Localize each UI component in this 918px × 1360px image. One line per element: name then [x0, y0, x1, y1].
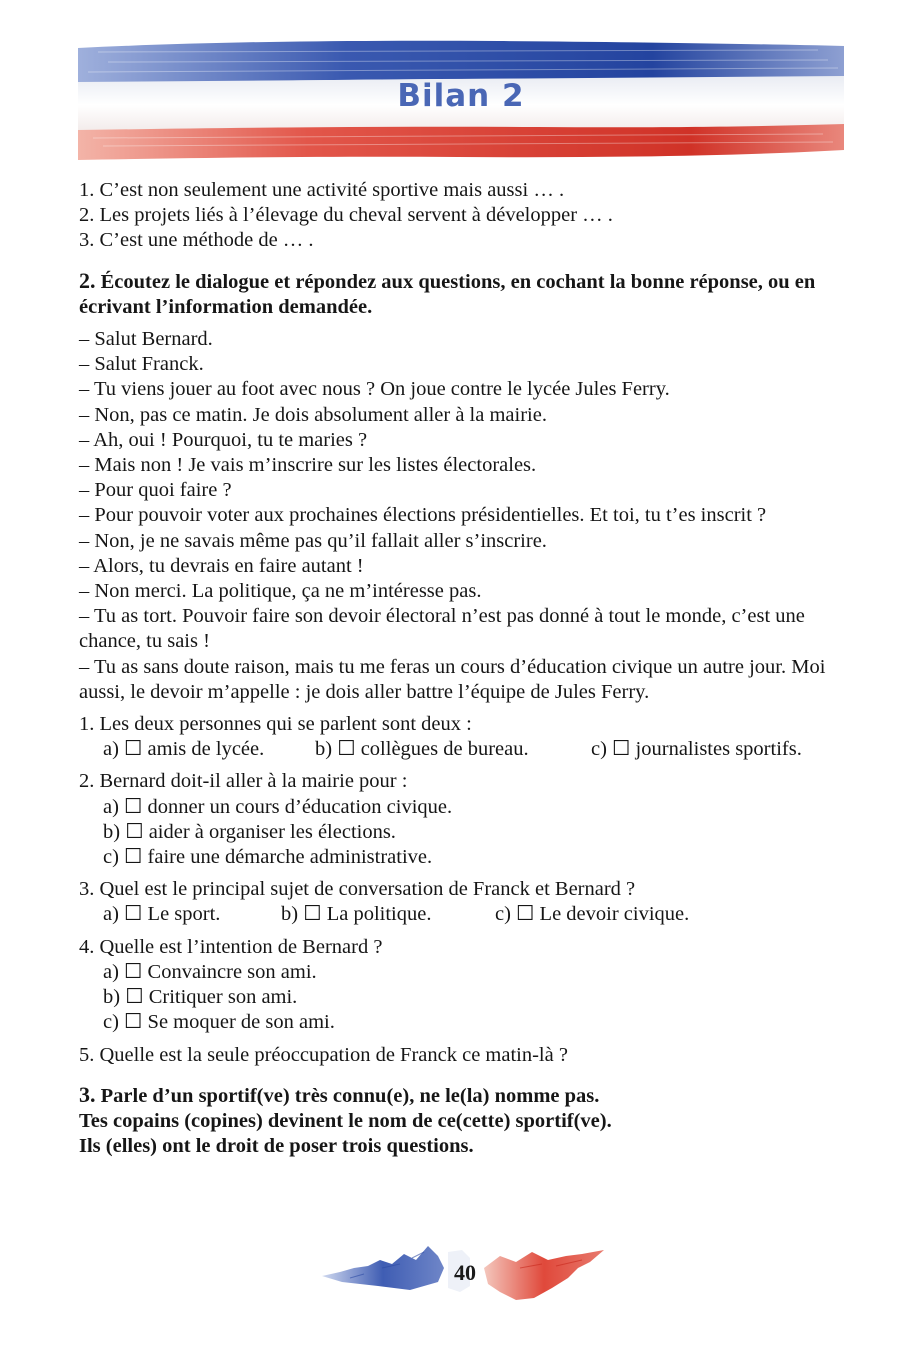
option-b[interactable]: b) ☐ Critiquer son ami. — [103, 986, 298, 1009]
question-text: 3. Quel est le principal sujet de conversation de Franck et Bernard ? — [79, 878, 636, 901]
exercise-3-text: Parle d’un sportif(ve) très connu(e), ne le(la) nomme pas. — [100, 1084, 600, 1107]
question-text: 5. Quelle est la seule préoccupation de Franck ce matin-là ? — [79, 1043, 568, 1066]
dialogue-line: – Tu viens jouer au foot avec nous ? On joue contre le lycée Jules Ferry. — [79, 378, 670, 401]
exercise-2-instruction — [79, 268, 845, 320]
dialogue-line: – Tu as tort. Pouvoir faire son devoir électoral n’est pas donné à tout le monde, c’est une chance, tu sais ! — [79, 605, 805, 653]
exercise-3 — [79, 1082, 845, 1160]
bilan-header-banner — [78, 38, 844, 162]
question-1 — [79, 712, 845, 762]
options-row — [79, 737, 845, 762]
option-c[interactable]: c) ☐ Le devoir civique. — [495, 903, 690, 926]
list-item: 3. C’est une méthode de … . — [79, 229, 314, 252]
question-3 — [79, 877, 845, 927]
exercise-3-line — [79, 1082, 845, 1109]
option-a[interactable]: a) ☐ Convaincre son ami. — [103, 960, 317, 983]
dialogue-line: – Non merci. La politique, ça ne m’intéresse pas. — [79, 580, 482, 603]
option-a[interactable]: a) ☐ amis de lycée. — [103, 738, 265, 761]
instruction-text: Écoutez le dialogue et répondez aux questions, en cochant la bonne réponse, ou en écrivant l’information demandée. — [79, 270, 816, 318]
dialogue-line: – Mais non ! Je vais m’inscrire sur les listes électorales. — [79, 454, 537, 477]
option-a[interactable]: a) ☐ Le sport. — [103, 903, 221, 926]
question-text: 2. Bernard doit-il aller à la mairie pour : — [79, 770, 408, 793]
option-c[interactable]: c) ☐ journalistes sportifs. — [591, 738, 802, 761]
option-b[interactable]: b) ☐ collègues de bureau. — [315, 738, 529, 761]
dialogue-line: – Non, pas ce matin. Je dois absolument aller à la mairie. — [79, 403, 547, 426]
option-c[interactable]: c) ☐ faire une démarche administrative. — [103, 846, 433, 869]
exercise-3-line: Ils (elles) ont le droit de poser trois questions. — [79, 1135, 474, 1158]
exercise-number: 3. — [79, 1081, 96, 1107]
option-a[interactable]: a) ☐ donner un cours d’éducation civique. — [103, 795, 453, 818]
question-2 — [79, 769, 845, 870]
dialogue-line: – Non, je ne savais même pas qu’il fallait aller s’inscrire. — [79, 529, 547, 552]
dialogue-line: – Pour pouvoir voter aux prochaines élections présidentielles. Et toi, tu t’es inscrit ? — [79, 504, 767, 527]
list-item: 1. C’est non seulement une activité sportive mais aussi … . — [79, 179, 565, 201]
option-b[interactable]: b) ☐ aider à organiser les élections. — [103, 820, 396, 843]
question-text: 1. Les deux personnes qui se parlent sont deux : — [79, 713, 472, 736]
dialogue-line: – Pour quoi faire ? — [79, 479, 232, 502]
question-5 — [79, 1043, 845, 1068]
option-c[interactable]: c) ☐ Se moquer de son ami. — [103, 1011, 335, 1034]
option-b[interactable]: b) ☐ La politique. — [281, 903, 432, 926]
page-title: Bilan 2 — [397, 78, 525, 114]
question-4 — [79, 935, 845, 1036]
question-text: 4. Quelle est l’intention de Bernard ? — [79, 935, 383, 958]
page-footer — [320, 1238, 610, 1312]
exercise-3-line: Tes copains (copines) devinent le nom de ce(cette) sportif(ve). — [79, 1109, 612, 1132]
dialogue-line: – Salut Bernard. — [79, 328, 213, 351]
dialogue — [79, 327, 845, 705]
options-row — [79, 902, 845, 927]
dialogue-line: – Alors, tu devrais en faire autant ! — [79, 554, 364, 577]
page-number: 40 — [454, 1260, 476, 1285]
dialogue-line: – Ah, oui ! Pourquoi, tu te maries ? — [79, 428, 368, 451]
dialogue-line: – Tu as sans doute raison, mais tu me feras un cours d’éducation civique un autre jour. Moi aussi, le devoir m’appelle : je dois aller battre l’équipe de Jules Ferry. — [79, 655, 826, 703]
exercise-number: 2. — [79, 267, 96, 293]
list-item: 2. Les projets liés à l’élevage du cheval servent à développer … . — [79, 204, 613, 227]
dialogue-line: – Salut Franck. — [79, 353, 204, 376]
exercise-1-items — [79, 178, 845, 254]
page-content — [79, 178, 845, 1159]
